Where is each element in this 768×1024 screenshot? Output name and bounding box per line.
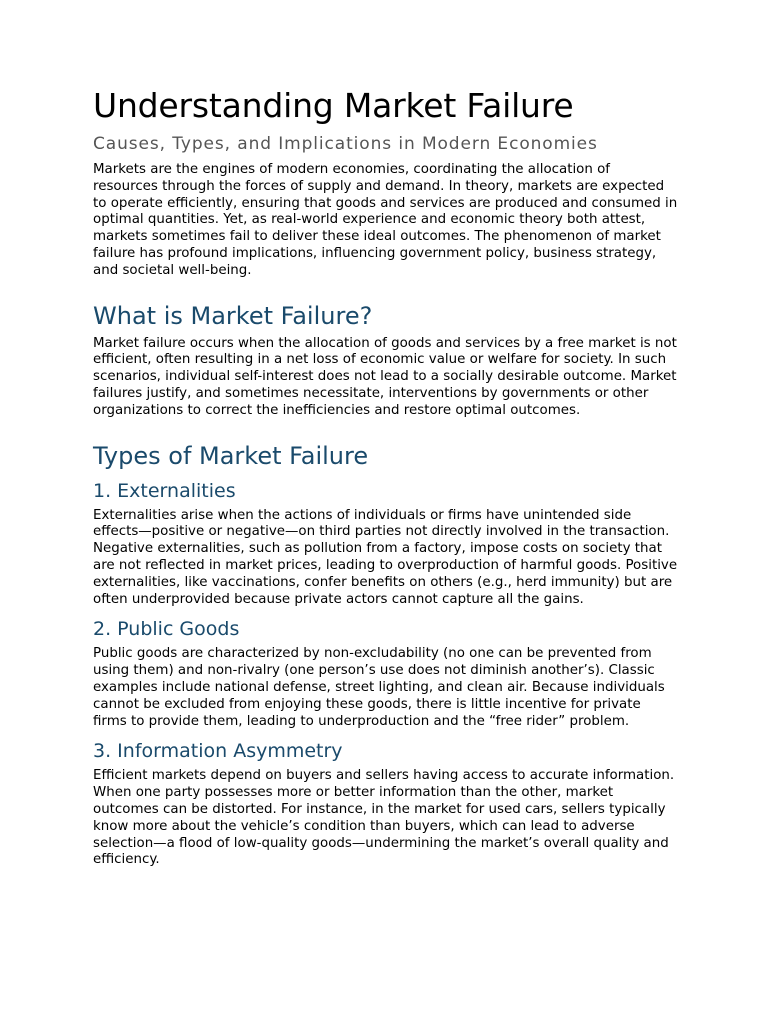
page-title: Understanding Market Failure xyxy=(93,86,574,125)
subsection-body-externalities: Externalities arise when the actions of individuals or firms have unintended side effects—positive or negative—on third parties not directly involved in the transaction. Negative externalities, such as pollution from a factory, impose costs on society that are not reflected in market prices, leading to overproduction of harmful goods. Positive externalities, like vaccinations, confer benefits on others (e.g., herd immunity) but are often underprovided because private actors cannot capture all the gains. xyxy=(93,507,678,607)
subsection-heading-externalities: 1. Externalities xyxy=(93,479,236,502)
section-body-what-is-market-failure: Market failure occurs when the allocation of goods and services by a free market is not efficient, often resulting in a net loss of economic value or welfare for society. In such scenarios, individual self-interest does not lead to a socially desirable outcome. Market failures justify, and sometimes necessitate, interventions by governments or other organizations to correct the inefficiencies and restore optimal outcomes. xyxy=(93,335,677,418)
subsection-heading-public-goods: 2. Public Goods xyxy=(93,618,240,641)
section-heading-types-of-market-failure: Types of Market Failure xyxy=(93,441,369,470)
subsection-body-information-asymmetry: Efficient markets depend on buyers and sellers having access to accurate information. When one party possesses more or better information than the other, market outcomes can be distorted. For instance, in the market for used cars, sellers typically know more about the vehicle’s condition than buyers, which can lead to adverse selection—a flood of low-quality goods—undermining the market’s overall quality and efficiency. xyxy=(93,768,675,868)
page-subtitle: Causes, Types, and Implications in Modern Economies xyxy=(93,134,598,154)
subsection-body-public-goods: Public goods are characterized by non-excludability (no one can be prevented from using them) and non-rivalry (one person’s use does not diminish another’s). Classic examples include national defense, street lighting, and clean air. Because individuals cannot be excluded from enjoying these goods, there is little incentive for private firms to provide them, leading to underproduction and the “free rider” problem. xyxy=(93,646,665,729)
section-heading-what-is-market-failure: What is Market Failure? xyxy=(93,301,373,330)
intro-paragraph: Markets are the engines of modern economies, coordinating the allocation of resources through the forces of supply and demand. In theory, markets are expected to operate efficiently, ensuring that goods and services are produced and consumed in optimal quantities. Yet, as real-world experience and economic theory both attest, markets sometimes fail to deliver these ideal outcomes. The phenomenon of market failure has profound implications, influencing government policy, business strategy, and societal well-being. xyxy=(93,162,678,278)
subsection-heading-information-asymmetry: 3. Information Asymmetry xyxy=(93,740,343,763)
